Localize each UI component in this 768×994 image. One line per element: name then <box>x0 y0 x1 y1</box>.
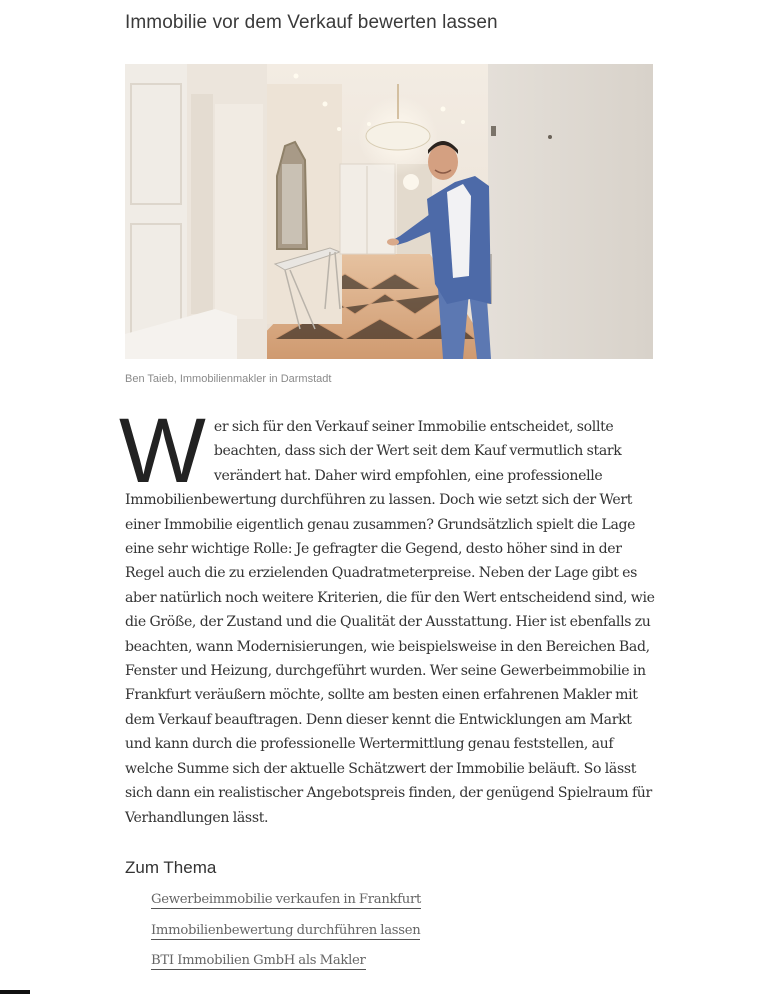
hallway-photo-illustration <box>125 64 653 359</box>
related-link-immobilienbewertung[interactable]: Immobilienbewertung durchführen lassen <box>151 922 421 938</box>
article-body-text: er sich für den Verkauf seiner Immobilie entscheidet, sollte beachten, dass sich der Wert seit dem Kauf vermutlich stark verändert hat. Daher wird empfohlen, eine professionelle Immobilienbewertung durchführen zu lassen. Doch wie setzt sich der Wert einer Immobilie eigentlich genau zusammen? Grundsätzlich spielt die Lage eine sehr wichtige Rolle: Je gefragter die Gegend, desto höher sind in der Regel auch die zu erzielenden Quadratmeterpreise. Neben der Lage gibt es aber natürlich noch weitere Kriterien, die für den Wert entscheidend sind, wie die Größe, der Zustand und die Qualität der Ausstattung. Hier ist ebenfalls zu beachten, wann Modernisierungen, wie beispielsweise in den Bereichen Bad, Fenster und Heizung, durchgeführt wurden. Wer seine Gewerbeimmobilie in Frankfurt veräußern möchte, sollte am besten einen erfahrenen Makler mit dem Verkauf beauftragen. Denn dieser kennt die Entwicklungen am Markt und kann durch die professionelle Wertermittlung genau feststellen, auf welche Summe sich der aktuelle Schätzwert der Immobilie beläuft. So lässt sich dann ein realistischer Angebotspreis finden, der genügend Spielraum für Verhandlungen lässt. <box>125 419 655 826</box>
article-body <box>119 400 657 830</box>
image-caption: Ben Taieb, Immobilienmakler in Darmstadt <box>125 373 332 385</box>
related-list-item <box>151 951 653 982</box>
related-links-list <box>125 890 653 982</box>
article-photo <box>125 64 653 359</box>
related-link-bti-immobilien[interactable]: BTI Immobilien GmbH als Makler <box>151 953 366 968</box>
related-topics-title: Zum Thema <box>125 858 217 877</box>
bottom-edge-bar <box>0 990 30 994</box>
related-topics <box>125 858 653 982</box>
related-list-item <box>151 890 653 921</box>
related-list-item <box>151 921 653 952</box>
related-link-gewerbeimmobilie[interactable]: Gewerbeimmobilie verkaufen in Frankfurt <box>151 892 421 907</box>
drop-cap: W <box>119 400 204 502</box>
article-figure <box>125 64 653 359</box>
article-headline: Immobilie vor dem Verkauf bewerten lassen <box>125 12 498 33</box>
